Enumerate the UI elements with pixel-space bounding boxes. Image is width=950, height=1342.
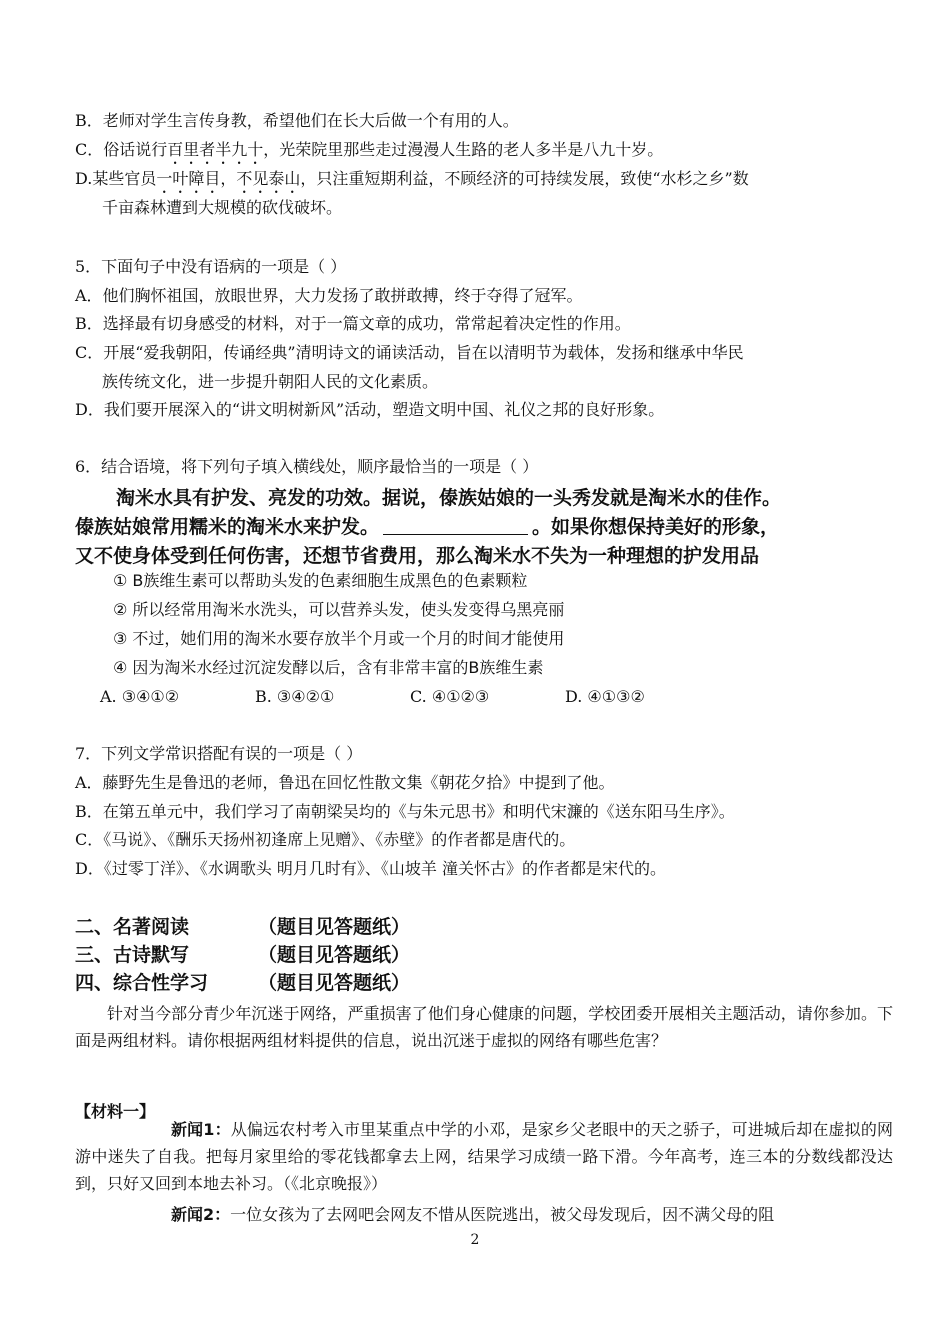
q4-d-emphasis: 一叶障目，不见泰山	[156, 169, 301, 188]
q6-item-3: ③ 不过，她们用的淘米水要存放半个月或一个月的时间才能使用	[113, 629, 565, 648]
q4-option-d	[75, 168, 749, 197]
news-1-text: 从偏远农村考入市里某重点中学的小邓，是家乡父老眼中的天之骄子，可进城后却在虚拟的网游中迷失了自我。把每月家里给的零花钱都拿去上网，结果学习成绩一路下滑。今年高考，连三本的分数线都没达到，只好又回到本地去补习。（《北京晚报》）	[75, 1120, 893, 1193]
section-title: 四、综合性学习	[75, 972, 209, 994]
q6-passage-part-a: 傣族姑娘常用糯米的淘米水来护发。	[75, 516, 380, 538]
answer-blank	[383, 516, 528, 535]
q6-passage-line-3: 又不使身体受到任何伤害，还想节省费用，那么淘米水不失为一种理想的护发用品	[75, 545, 760, 567]
q5-option-a: A．他们胸怀祖国，放眼世界，大力发扬了敢拼敢搏，终于夺得了冠军。	[75, 286, 583, 305]
q6-choices	[100, 686, 720, 708]
section-note: （题目见答题纸）	[258, 916, 411, 938]
q6-item-2: ② 所以经常用淘米水洗头，可以营养头发，使头发变得乌黑亮丽	[113, 600, 565, 619]
q4-option-b: B．老师对学生言传身教，希望他们在长大后做一个有用的人。	[75, 111, 519, 130]
q6-choice-d: D. ④①③②	[565, 687, 645, 706]
material-title: 【材料一】	[75, 1102, 156, 1121]
q7-option-d: D．《过零丁洋》、《水调歌头 明月几时有》、《山坡羊 潼关怀古》的作者都是宋代的。	[75, 859, 667, 878]
q6-choice-b: B. ③④②①	[255, 687, 335, 706]
news-1	[75, 1116, 893, 1197]
q6-choice-a: A. ③④①②	[100, 687, 180, 706]
q6-choice-c: C. ④①②③	[410, 687, 490, 706]
q7-option-b: B．在第五单元中，我们学习了南朝梁吴均的《与朱元思书》和明代宋濂的《送东阳马生序》。	[75, 802, 735, 821]
q5-option-b: B．选择最有切身感受的材料，对于一篇文章的成功，常常起着决定性的作用。	[75, 314, 631, 333]
section-title: 三、古诗默写	[75, 944, 190, 966]
page-number: 2	[470, 1232, 480, 1248]
q6-passage-line-1: 淘米水具有护发、亮发的功效。据说，傣族姑娘的一头秀发就是淘米水的佳作。	[116, 487, 782, 509]
q7-option-a: A．藤野先生是鲁迅的老师，鲁迅在回忆性散文集《朝花夕拾》中提到了他。	[75, 773, 615, 792]
q5-option-c-continued: 族传统文化，进一步提升朝阳人民的文化素质。	[102, 372, 439, 391]
section-note: （题目见答题纸）	[258, 944, 411, 966]
news-2-text: 一位女孩为了去网吧会网友不惜从医院逃出，被父母发现后，因不满父母的阻	[230, 1205, 775, 1224]
news-2-label: 新闻2：	[171, 1205, 231, 1224]
section-heading	[75, 942, 411, 968]
q6-item-4: ④ 因为淘米水经过沉淀发酵以后，含有非常丰富的B族维生素	[113, 658, 544, 677]
q6-passage-part-b: 。如果你想保持美好的形象，	[532, 516, 780, 538]
q4-d-text-pre: D.某些官员	[75, 169, 157, 188]
q7-option-c: C．《马说》、《酬乐天扬州初逢席上见赠》、《赤壁》的作者都是唐代的。	[75, 830, 576, 849]
q4-c-emphasis: 百里者半九十	[167, 140, 264, 159]
q5-option-c: C．开展“爱我朝阳，传诵经典”清明诗文的诵读活动，旨在以清明节为载体，发扬和继承中华民	[75, 343, 744, 362]
news-1-label: 新闻1：	[171, 1120, 231, 1139]
q4-c-text-post: ，光荣院里那些走过漫漫人生路的老人多半是八九十岁。	[263, 140, 664, 159]
intro-paragraph: 针对当今部分青少年沉迷于网络，严重损害了他们身心健康的问题，学校团委开展相关主题活动，请你参加。下面是两组材料。请你根据两组材料提供的信息，说出沉迷于虚拟的网络有哪些危害？	[75, 1004, 893, 1050]
section-heading	[75, 914, 411, 940]
q6-stem: 6．结合语境，将下列句子填入横线处，顺序最恰当的一项是（ ）	[75, 457, 539, 476]
q7-stem: 7．下列文学常识搭配有误的一项是（ ）	[75, 744, 363, 763]
q4-option-c	[75, 139, 663, 168]
q4-d-text-post: ，只注重短期利益，不顾经济的可持续发展，致使“水杉之乡”数	[300, 169, 749, 188]
section-heading	[75, 970, 411, 996]
section-title: 二、名著阅读	[75, 916, 190, 938]
q6-item-1: ① B族维生素可以帮助头发的色素细胞生成黑色的色素颗粒	[113, 571, 528, 590]
news-2	[75, 1201, 893, 1228]
q5-option-d: D．我们要开展深入的“讲文明树新风”活动，塑造文明中国、礼仪之邦的良好形象。	[75, 400, 665, 419]
q4-c-text-pre: C．俗话说行	[75, 140, 168, 159]
q6-passage-line-2	[75, 513, 779, 542]
section-note: （题目见答题纸）	[258, 972, 411, 994]
q5-stem: 5．下面句子中没有语病的一项是（ ）	[75, 257, 347, 276]
q4-option-d-continued: 千亩森林遭到大规模的砍伐破坏。	[102, 198, 343, 217]
